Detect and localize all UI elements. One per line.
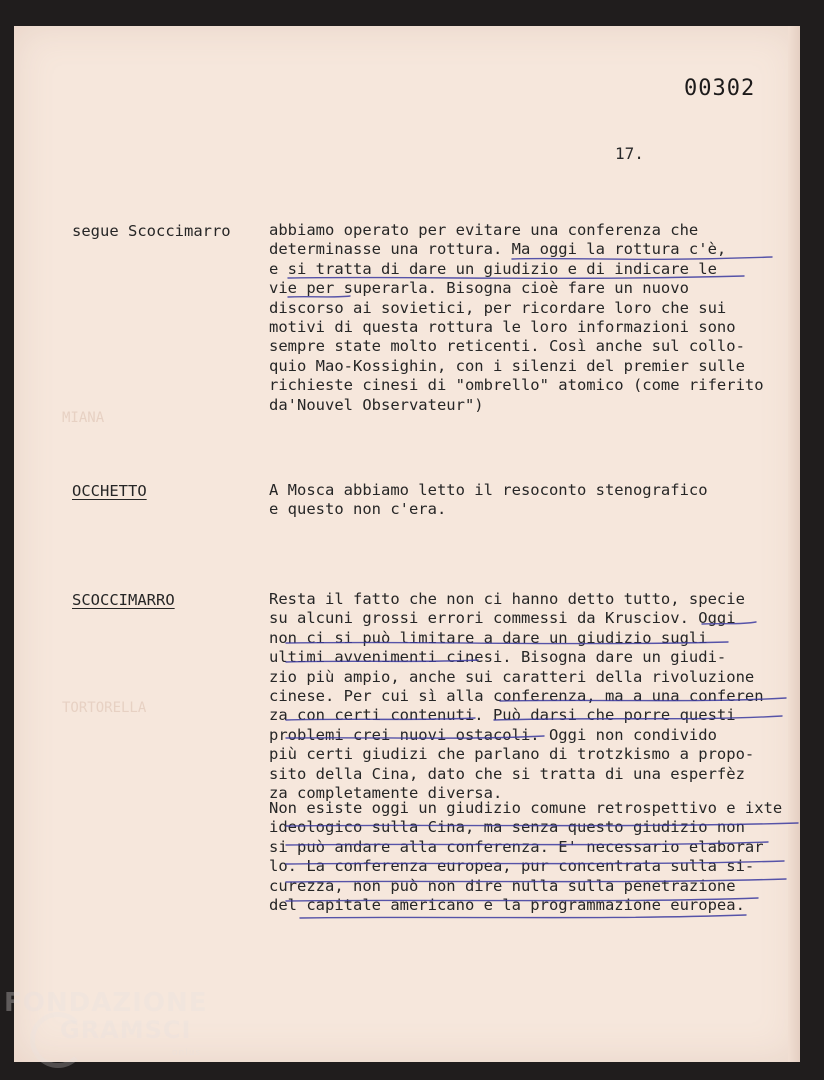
watermark-line: GRAMSCI (60, 1016, 192, 1044)
speaker-label: SCOCCIMARRO (72, 591, 175, 609)
watermark-line: FONDAZIONE (4, 988, 208, 1018)
bleed-through-speaker: MIANA (62, 410, 105, 426)
paragraph-text: abbiamo operato per evitare una conferenza che determinasse una rottura. Ma oggi la rottura c'è, e si tratta di dare un giudizio e di indicare le vie per superarla. Bisogna cioè fare un nuovo discorso ai sovietici, per ricordare loro che sui motivi di questa rottura le loro informazioni sono sempre state molto reticenti. Così anche sul collo- quio Mao-Kossighin, con i silenzi del premier sulle richieste cinesi di "ombrello" atomico (come riferito da'Nouvel Observateur") (269, 221, 764, 414)
speaker-label: OCCHETTO (72, 482, 147, 500)
speaker-label: segue Scoccimarro (72, 222, 231, 240)
bleed-through-speaker: TORTORELLA (62, 700, 147, 716)
page-number: 17. (615, 144, 644, 163)
paragraph-text: Non esiste oggi un giudizio comune retrospettivo e ixte ideologico sulla Cina, ma senza questo giudizio non si può andare alla conferenza. E' necessario elaborar lo. La conferenza europea, pur concentrata sulla si- curezza, non può non dire nulla sulla penetrazione del capitale americano e la programmazione europea. (269, 799, 783, 915)
paragraph-text: Resta il fatto che non ci hanno detto tutto, specie su alcuni grossi errori commessi da Krusciov. Oggi non ci si può limitare a dare un giudizio sugli ultimi avvenimenti cinesi. Bisogna dare un giudi- zio più ampio, anche sui caratteri della rivoluzione cinese. Per cui sì alla conferenza, ma a una conferen za con certi contenuti. Può darsi che porre questi problemi crei nuovi ostacoli. Oggi non condivido più certi giudizi che parlano di trotzkismo a propo- sito della Cina, dato che si tratta di una esperfèz za completamente diversa. (269, 590, 764, 803)
paragraph-text: A Mosca abbiamo letto il resoconto stenografico e questo non c'era. (269, 481, 708, 519)
watermark-line: onlus (172, 1048, 202, 1058)
archive-code: 00302 (684, 76, 756, 101)
